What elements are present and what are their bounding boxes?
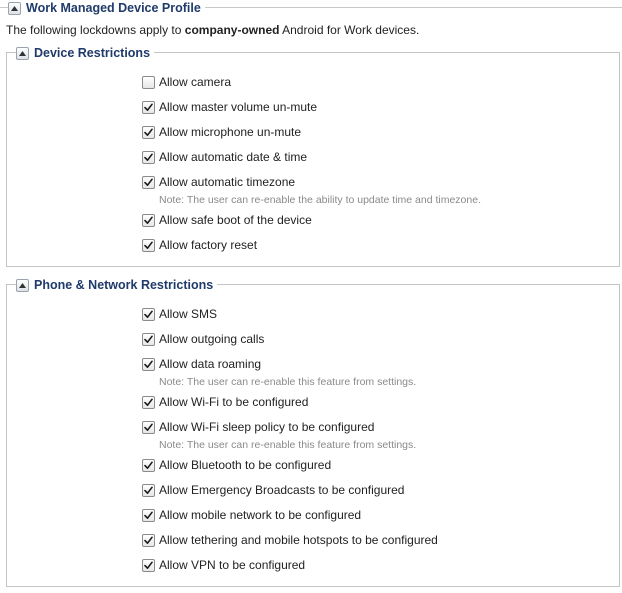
option-allow-microphone-un-mute[interactable] <box>142 124 301 140</box>
checkbox-allow-wi-fi-sleep-policy-to-be-configured[interactable] <box>142 421 155 434</box>
device-restrictions-collapse-button[interactable] <box>16 47 29 60</box>
checkbox-allow-master-volume-un-mute[interactable] <box>142 101 155 114</box>
checkmark-icon <box>144 178 153 187</box>
profile-intro-text <box>6 23 419 37</box>
network-restrictions-header <box>16 278 217 292</box>
option-note: Note: The user can re-enable this feature from settings. <box>159 376 417 388</box>
collapse-arrow-up-icon <box>11 6 18 11</box>
option-label: Allow outgoing calls <box>159 332 265 346</box>
checkmark-icon <box>144 360 153 369</box>
option-allow-emergency-broadcasts-to-be-configured[interactable] <box>142 482 404 498</box>
checkmark-icon <box>144 423 153 432</box>
option-label: Allow data roaming <box>159 357 262 371</box>
option-label: Allow factory reset <box>159 238 258 252</box>
network-restrictions-title: Phone & Network Restrictions <box>34 278 214 292</box>
option-allow-automatic-timezone[interactable] <box>142 174 295 190</box>
checkbox-allow-wi-fi-to-be-configured[interactable] <box>142 396 155 409</box>
option-note: Note: The user can re-enable the ability to update time and timezone. <box>159 194 481 206</box>
checkmark-icon <box>144 241 153 250</box>
option-label: Allow Wi-Fi sleep policy to be configured <box>159 420 375 434</box>
option-allow-camera[interactable] <box>142 74 231 90</box>
option-allow-outgoing-calls[interactable] <box>142 331 264 347</box>
profile-collapse-button[interactable] <box>8 2 21 15</box>
checkmark-icon <box>144 153 153 162</box>
checkmark-icon <box>144 511 153 520</box>
option-allow-factory-reset[interactable] <box>142 237 257 253</box>
network-restrictions-collapse-button[interactable] <box>16 279 29 292</box>
option-allow-tethering-and-mobile-hotspots-to-be-configured[interactable] <box>142 532 438 548</box>
checkbox-allow-factory-reset[interactable] <box>142 239 155 252</box>
option-allow-bluetooth-to-be-configured[interactable] <box>142 457 331 473</box>
option-allow-data-roaming[interactable] <box>142 356 261 372</box>
checkmark-icon <box>144 310 153 319</box>
intro-bold: company-owned <box>184 23 280 37</box>
checkmark-icon <box>144 461 153 470</box>
option-label: Allow master volume un-mute <box>159 100 318 114</box>
checkmark-icon <box>144 128 153 137</box>
option-allow-automatic-date-and-time[interactable] <box>142 149 307 165</box>
intro-suffix: Android for Work devices. <box>279 23 420 37</box>
checkbox-allow-outgoing-calls[interactable] <box>142 333 155 346</box>
device-restrictions-header <box>16 46 154 60</box>
option-allow-safe-boot-of-the-device[interactable] <box>142 212 312 228</box>
checkmark-icon <box>144 398 153 407</box>
option-label: Allow automatic date & time <box>159 150 308 164</box>
checkbox-allow-data-roaming[interactable] <box>142 358 155 371</box>
option-label: Allow Emergency Broadcasts to be configured <box>159 483 405 497</box>
checkmark-icon <box>144 103 153 112</box>
option-allow-vpn-to-be-configured[interactable] <box>142 557 305 573</box>
option-allow-wi-fi-sleep-policy-to-be-configured[interactable] <box>142 419 374 435</box>
option-label: Allow SMS <box>159 307 218 321</box>
checkbox-allow-sms[interactable] <box>142 308 155 321</box>
device-restrictions-group <box>6 52 620 267</box>
checkbox-allow-tethering-and-mobile-hotspots-to-be-configured[interactable] <box>142 534 155 547</box>
checkbox-allow-emergency-broadcasts-to-be-configured[interactable] <box>142 484 155 497</box>
checkmark-icon <box>144 216 153 225</box>
option-note: Note: The user can re-enable this feature from settings. <box>159 439 417 451</box>
collapse-arrow-up-icon <box>19 283 26 288</box>
option-label: Allow mobile network to be configured <box>159 508 362 522</box>
collapse-arrow-up-icon <box>19 51 26 56</box>
option-allow-master-volume-un-mute[interactable] <box>142 99 317 115</box>
checkmark-icon <box>144 486 153 495</box>
option-allow-mobile-network-to-be-configured[interactable] <box>142 507 361 523</box>
checkmark-icon <box>144 536 153 545</box>
checkbox-allow-bluetooth-to-be-configured[interactable] <box>142 459 155 472</box>
option-allow-wi-fi-to-be-configured[interactable] <box>142 394 308 410</box>
intro-prefix: The following lockdowns apply to <box>6 23 185 37</box>
option-label: Allow microphone un-mute <box>159 125 302 139</box>
checkbox-allow-automatic-timezone[interactable] <box>142 176 155 189</box>
option-label: Allow VPN to be configured <box>159 558 306 572</box>
option-label: Allow automatic timezone <box>159 175 296 189</box>
checkbox-allow-camera[interactable] <box>142 76 155 89</box>
checkmark-icon <box>144 335 153 344</box>
checkbox-allow-microphone-un-mute[interactable] <box>142 126 155 139</box>
checkbox-allow-mobile-network-to-be-configured[interactable] <box>142 509 155 522</box>
option-label: Allow safe boot of the device <box>159 213 312 227</box>
option-allow-sms[interactable] <box>142 306 217 322</box>
checkbox-allow-automatic-date-and-time[interactable] <box>142 151 155 164</box>
device-restrictions-title: Device Restrictions <box>34 46 151 60</box>
option-label: Allow Bluetooth to be configured <box>159 458 332 472</box>
option-label: Allow Wi-Fi to be configured <box>159 395 309 409</box>
checkbox-allow-vpn-to-be-configured[interactable] <box>142 559 155 572</box>
checkmark-icon <box>144 561 153 570</box>
checkbox-allow-safe-boot-of-the-device[interactable] <box>142 214 155 227</box>
profile-header <box>8 1 205 15</box>
profile-title: Work Managed Device Profile <box>26 1 201 15</box>
option-label: Allow camera <box>159 75 232 89</box>
option-label: Allow tethering and mobile hotspots to be configured <box>159 533 438 547</box>
